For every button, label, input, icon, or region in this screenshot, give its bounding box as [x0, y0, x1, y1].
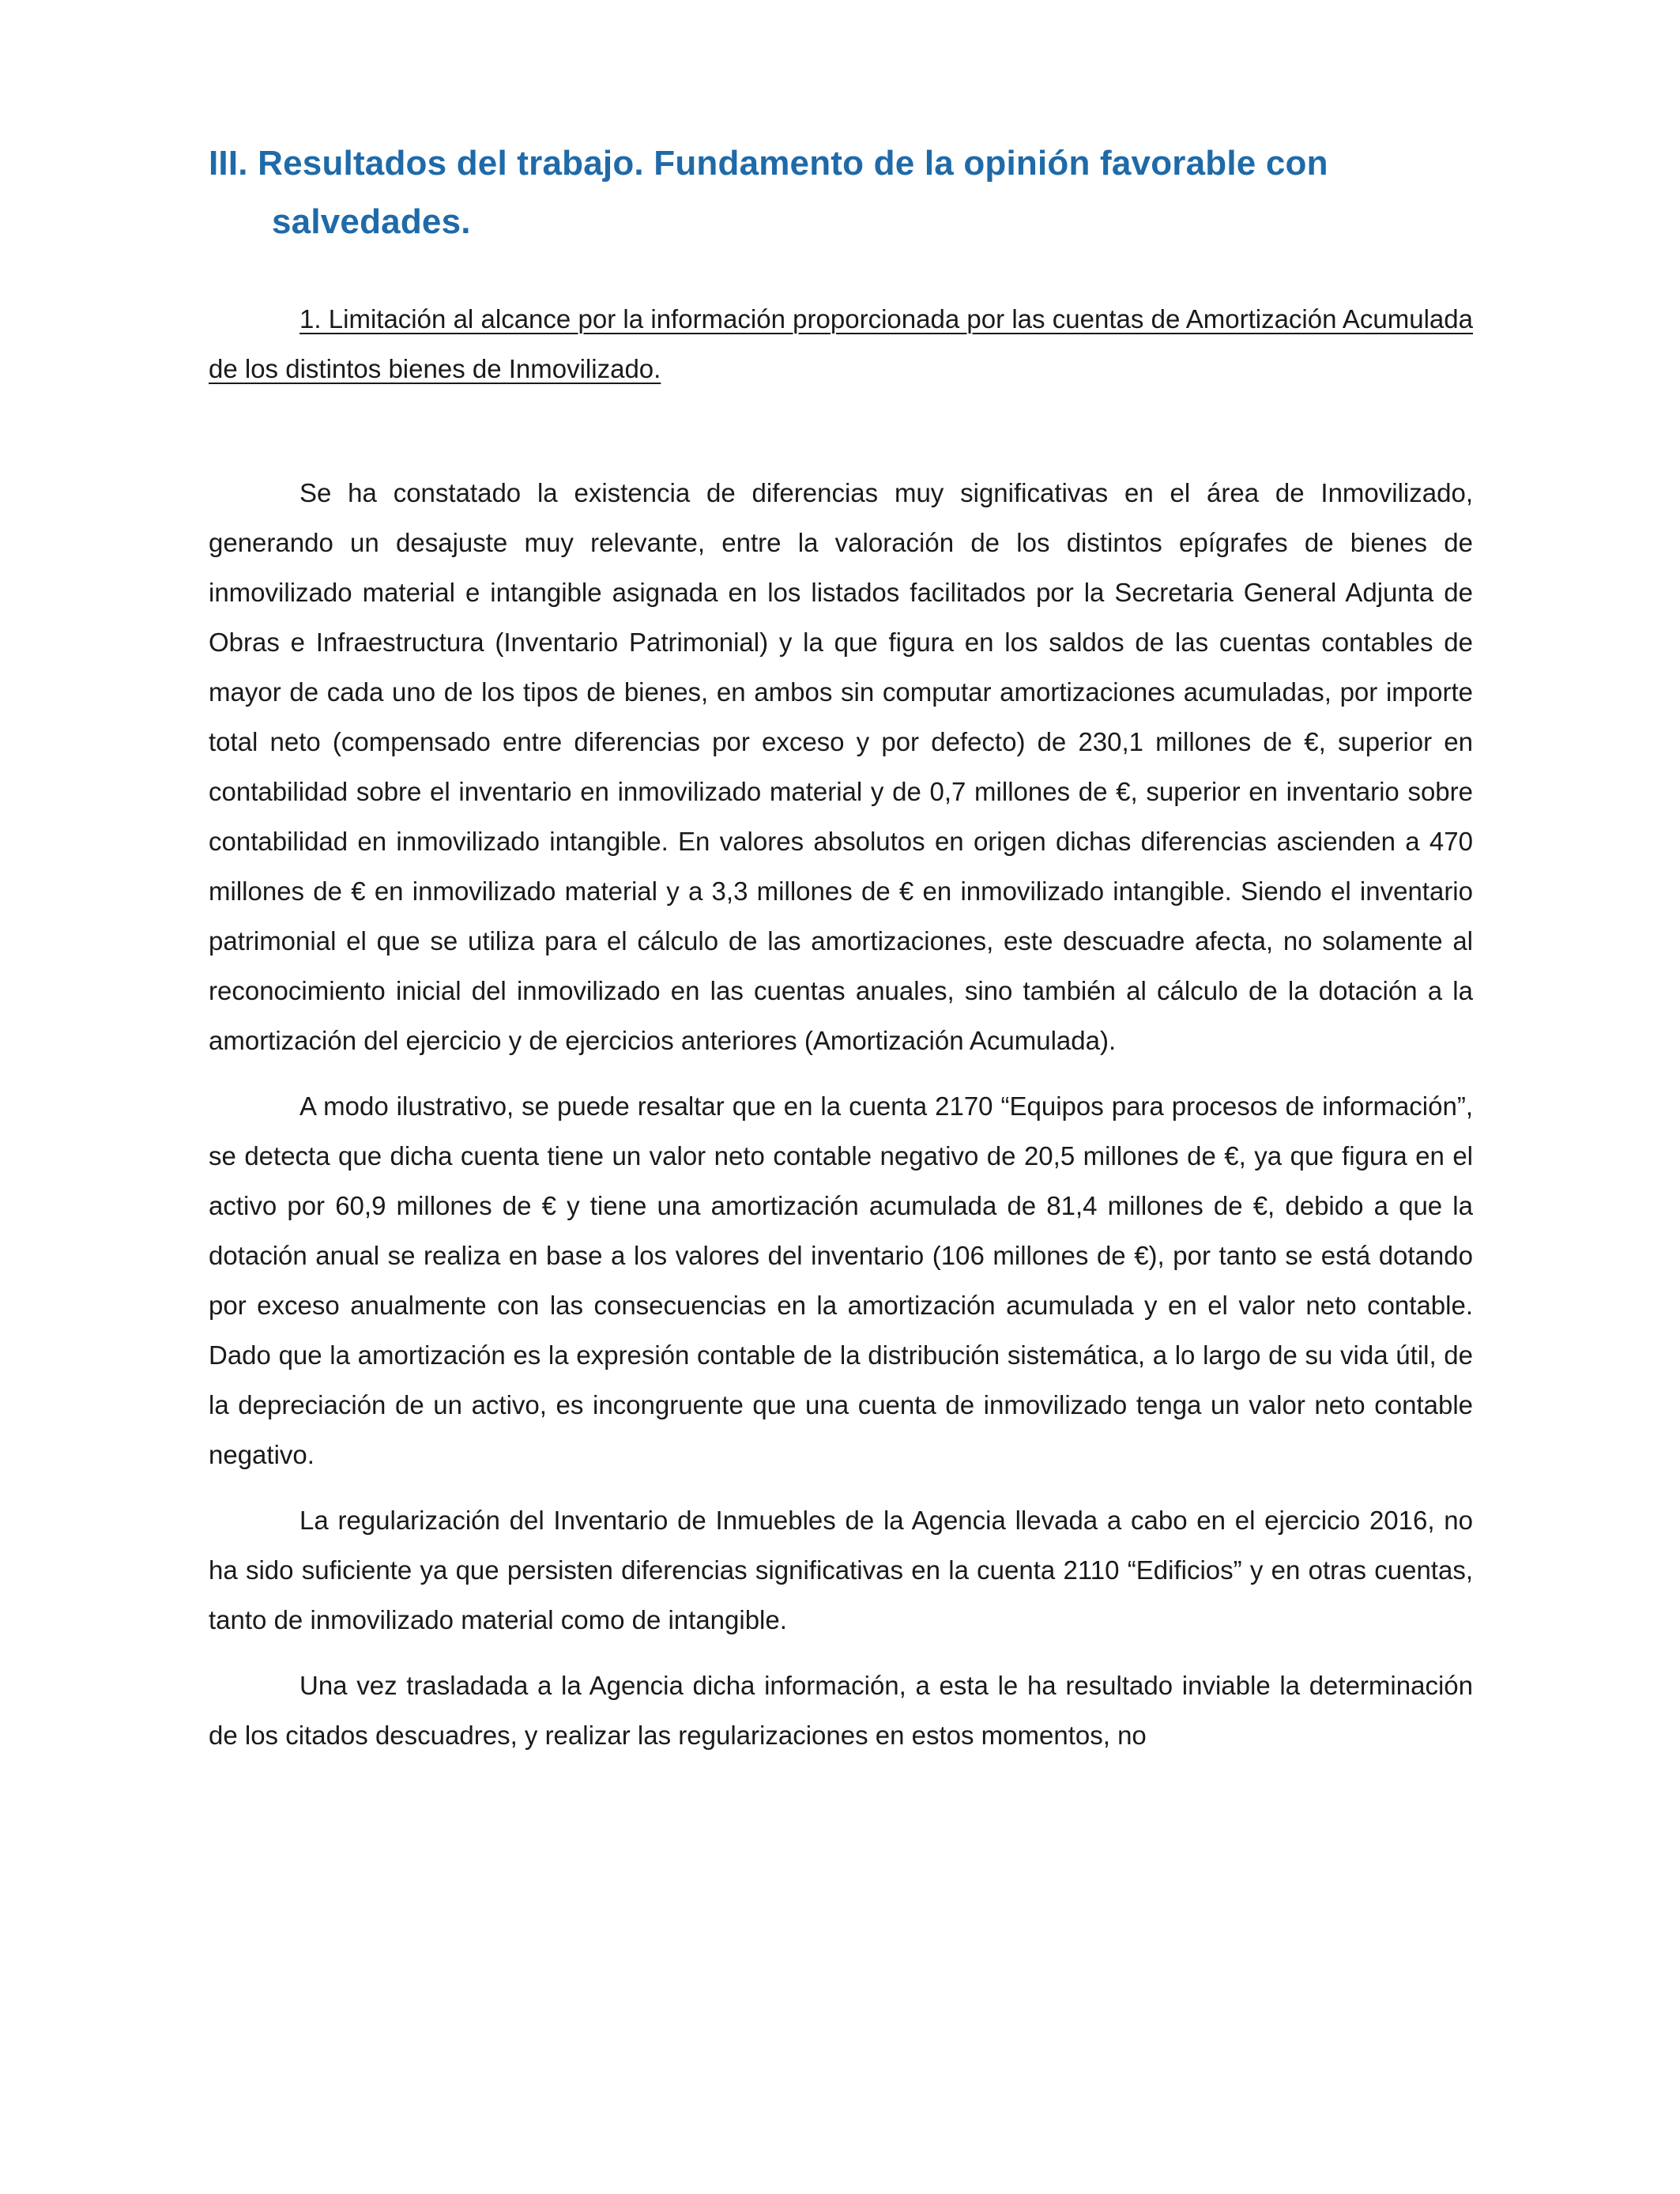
subsection-title: 1. Limitación al alcance por la información proporcionada por las cuentas de Amortización Acumulada de los distintos bienes de Inmovilizado.: [209, 304, 1473, 383]
paragraph-2: A modo ilustrativo, se puede resaltar que en la cuenta 2170 “Equipos para procesos de información”, se detecta que dicha cuenta tiene un valor neto contable negativo de 20,5 millones de €, ya que figura en el activo por 60,9 millones de € y tiene una amortización acumulada de 81,4 millones de €, debido a que la dotación anual se realiza en base a los valores del inventario (106 millones de €), por tanto se está dotando por exceso anualmente con las consecuencias en la amortización acumulada y en el valor neto contable. Dado que la amortización es la expresión contable de la distribución sistemática, a lo largo de su vida útil, de la depreciación de un activo, es incongruente que una cuenta de inmovilizado tenga un valor neto contable negativo.: [209, 1091, 1473, 1469]
section-title: III. Resultados del trabajo. Fundamento de la opinión favorable con salvedades.: [209, 144, 1328, 241]
document-body: [209, 134, 1473, 1760]
paragraph-1: Se ha constatado la existencia de diferencias muy significativas en el área de Inmovilizado, generando un desajuste muy relevante, entre la valoración de los distintos epígrafes de bienes de inmovilizado material e intangible asignada en los listados facilitados por la Secretaria General Adjunta de Obras e Infraestructura (Inventario Patrimonial) y la que figura en los saldos de las cuentas contables de mayor de cada uno de los tipos de bienes, en ambos sin computar amortizaciones acumuladas, por importe total neto (compensado entre diferencias por exceso y por defecto) de 230,1 millones de €, superior en contabilidad sobre el inventario en inmovilizado material y de 0,7 millones de €, superior en inventario sobre contabilidad en inmovilizado intangible. En valores absolutos en origen dichas diferencias ascienden a 470 millones de € en inmovilizado material y a 3,3 millones de € en inmovilizado intangible. Siendo el inventario patrimonial el que se utiliza para el cálculo de las amortizaciones, este descuadre afecta, no solamente al reconocimiento inicial del inmovilizado en las cuentas anuales, sino también al cálculo de la dotación a la amortización del ejercicio y de ejercicios anteriores (Amortización Acumulada).: [209, 478, 1473, 1055]
paragraph-4: Una vez trasladada a la Agencia dicha información, a esta le ha resultado inviable la determinación de los citados descuadres, y realizar las regularizaciones en estos momentos, no: [209, 1671, 1473, 1750]
paragraph-3: La regularización del Inventario de Inmuebles de la Agencia llevada a cabo en el ejercicio 2016, no ha sido suficiente ya que persisten diferencias significativas en la cuenta 2110 “Edificios” y en otras cuentas, tanto de inmovilizado material como de intangible.: [209, 1506, 1473, 1634]
